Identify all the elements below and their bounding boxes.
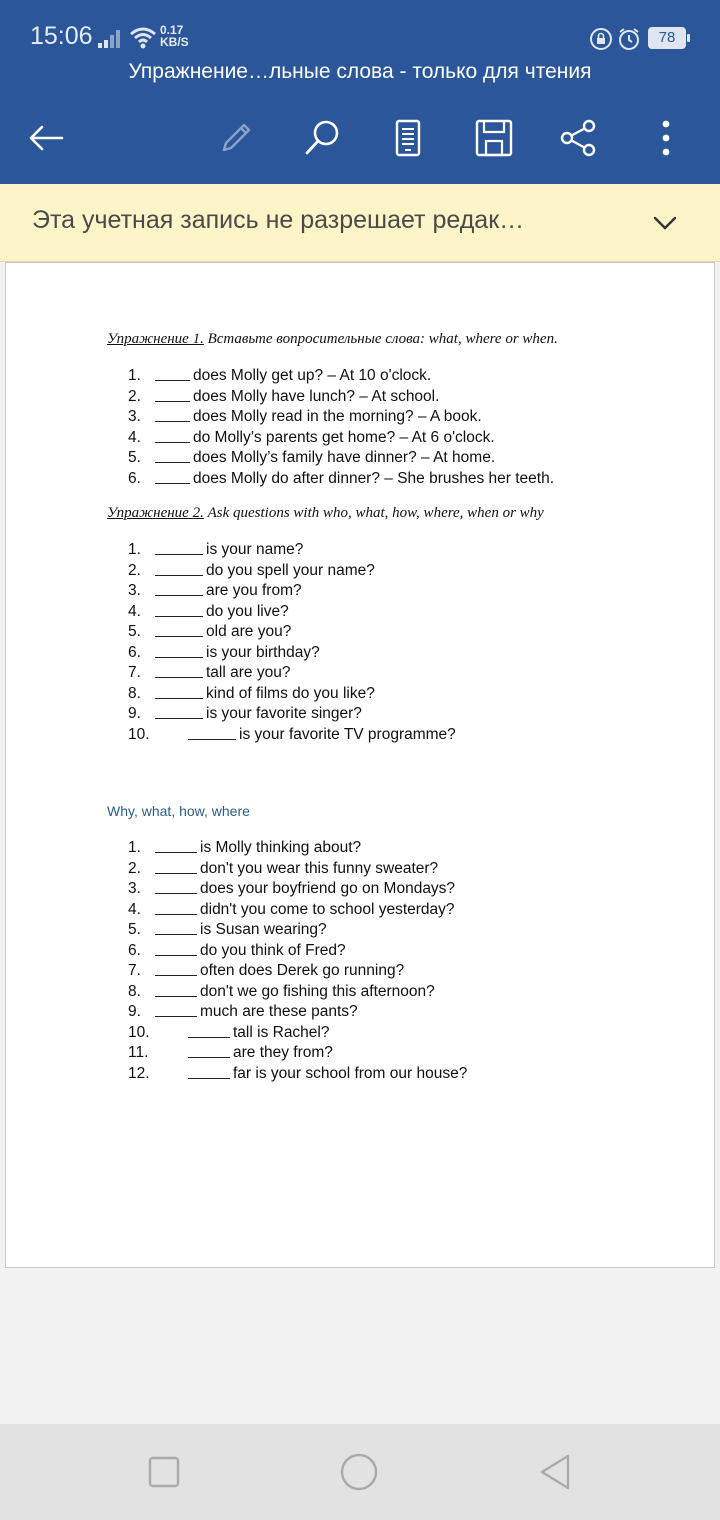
item-text: is your favorite TV programme? xyxy=(239,725,456,743)
item-number: 2. xyxy=(128,561,141,579)
item-text: is Susan wearing? xyxy=(200,921,327,938)
list-item xyxy=(128,428,554,449)
answer-blank xyxy=(155,562,203,576)
document-page[interactable] xyxy=(5,262,715,1268)
answer-blank xyxy=(155,623,203,637)
item-number: 3. xyxy=(128,582,141,599)
item-text: didn't you come to school yesterday? xyxy=(200,900,455,918)
item-number: 4. xyxy=(128,900,141,918)
list-item xyxy=(128,581,456,602)
net-speed xyxy=(160,24,189,48)
item-number: 6. xyxy=(128,941,141,959)
answer-blank xyxy=(155,901,197,915)
item-text: does Molly do after dinner? – She brushes her teeth. xyxy=(193,469,555,487)
item-text: is your name? xyxy=(206,541,304,558)
edit-button[interactable] xyxy=(212,114,260,162)
answer-blank xyxy=(155,541,203,555)
exercise2-title xyxy=(107,505,544,522)
item-text: tall is Rachel? xyxy=(233,1023,330,1041)
net-speed-unit: KB/S xyxy=(160,35,189,49)
back-arrow-icon xyxy=(26,118,66,158)
answer-blank xyxy=(155,705,203,719)
exercise3-list xyxy=(128,838,467,1084)
answer-blank xyxy=(155,429,190,443)
reading-mode-button[interactable] xyxy=(384,114,432,162)
list-item xyxy=(128,982,467,1003)
item-number: 5. xyxy=(128,623,141,640)
item-text: is your favorite singer? xyxy=(206,705,362,722)
answer-blank xyxy=(155,408,190,422)
exercise1-title xyxy=(107,331,558,348)
list-item xyxy=(128,1043,467,1064)
read-only-notice[interactable] xyxy=(0,184,720,262)
document-title: Упражнение…льные слова - только для чтения xyxy=(128,60,592,83)
list-item xyxy=(128,684,456,705)
item-text: does Molly get up? – At 10 o'clock. xyxy=(193,367,432,384)
answer-blank xyxy=(155,644,203,658)
item-text: does your boyfriend go on Mondays? xyxy=(200,880,456,897)
list-item xyxy=(128,1002,467,1023)
item-number: 5. xyxy=(128,449,141,466)
answer-blank xyxy=(155,388,190,402)
share-icon xyxy=(559,118,599,158)
item-text: do Molly’s parents get home? – At 6 o'clock. xyxy=(193,428,495,446)
list-item xyxy=(128,540,456,561)
answer-blank xyxy=(188,1024,230,1038)
item-text: old are you? xyxy=(206,623,292,640)
answer-blank xyxy=(155,921,197,935)
answer-blank xyxy=(188,726,236,740)
item-text: kind of films do you like? xyxy=(206,684,375,702)
notice-text: Эта учетная запись не разрешает редак… xyxy=(32,206,525,234)
item-number: 3. xyxy=(128,408,141,425)
item-text: are they from? xyxy=(233,1044,333,1061)
item-number: 11. xyxy=(128,1044,149,1061)
list-item xyxy=(128,448,554,469)
signal-icon xyxy=(98,30,122,48)
net-speed-value: 0.17 xyxy=(160,23,184,37)
item-text: do you live? xyxy=(206,602,289,620)
exercise3-title: Why, what, how, where xyxy=(107,803,250,819)
toolbar xyxy=(0,100,720,180)
answer-blank xyxy=(155,839,197,853)
save-icon xyxy=(474,118,514,158)
list-item xyxy=(128,469,554,490)
list-item xyxy=(128,387,554,408)
chevron-down-icon[interactable] xyxy=(650,208,680,238)
exercise1-title-label: Упражнение 1. xyxy=(107,331,204,347)
list-item xyxy=(128,643,456,664)
answer-blank xyxy=(155,449,190,463)
item-text: much are these pants? xyxy=(200,1003,358,1020)
item-number: 8. xyxy=(128,982,141,1000)
search-icon xyxy=(302,118,342,158)
answer-blank xyxy=(155,880,197,894)
item-text: far is your school from our house? xyxy=(233,1064,468,1082)
answer-blank xyxy=(155,367,190,381)
item-text: often does Derek go running? xyxy=(200,962,405,979)
list-item xyxy=(128,622,456,643)
status-time: 15:06 xyxy=(30,22,93,50)
search-button[interactable] xyxy=(298,114,346,162)
list-item xyxy=(128,725,456,746)
wifi-icon xyxy=(129,27,157,49)
list-item xyxy=(128,941,467,962)
item-number: 4. xyxy=(128,602,141,620)
item-number: 5. xyxy=(128,921,141,938)
item-number: 9. xyxy=(128,705,141,722)
item-text: does Molly have lunch? – At school. xyxy=(193,387,440,405)
item-number: 8. xyxy=(128,684,141,702)
exercise2-list xyxy=(128,540,456,745)
item-number: 1. xyxy=(128,367,141,384)
item-number: 9. xyxy=(128,1003,141,1020)
battery-indicator: 78 xyxy=(648,27,686,49)
item-number: 7. xyxy=(128,664,141,681)
list-item xyxy=(128,1064,467,1085)
list-item xyxy=(128,920,467,941)
item-number: 6. xyxy=(128,469,141,487)
list-item xyxy=(128,407,554,428)
item-text: don't we go fishing this afternoon? xyxy=(200,982,435,1000)
answer-blank xyxy=(155,860,197,874)
list-item xyxy=(128,1023,467,1044)
item-text: tall are you? xyxy=(206,664,291,681)
list-item xyxy=(128,704,456,725)
navigation-bar xyxy=(0,1424,720,1520)
status-bar xyxy=(0,0,720,60)
item-text: is Molly thinking about? xyxy=(200,839,362,856)
recent-apps-icon[interactable] xyxy=(144,1452,184,1492)
item-text: does Molly read in the morning? – A book. xyxy=(193,408,482,425)
item-text: are you from? xyxy=(206,582,302,599)
list-item xyxy=(128,859,467,880)
answer-blank xyxy=(188,1044,230,1058)
list-item xyxy=(128,961,467,982)
answer-blank xyxy=(155,664,203,678)
answer-blank xyxy=(188,1065,230,1079)
share-button[interactable] xyxy=(555,114,603,162)
app-header xyxy=(0,0,720,184)
list-item xyxy=(128,900,467,921)
list-item xyxy=(128,561,456,582)
item-number: 10. xyxy=(128,725,150,743)
save-button[interactable] xyxy=(470,114,518,162)
item-number: 1. xyxy=(128,839,141,856)
edit-pencil-icon xyxy=(216,118,256,158)
exercise2-title-text: Ask questions with who, what, how, where, when or why xyxy=(203,505,544,521)
answer-blank xyxy=(155,962,197,976)
item-number: 3. xyxy=(128,880,141,897)
item-number: 12. xyxy=(128,1064,150,1082)
rotation-lock-icon xyxy=(589,27,613,51)
back-button[interactable] xyxy=(22,114,70,162)
more-icon xyxy=(646,118,686,158)
item-number: 6. xyxy=(128,643,141,661)
item-number: 10. xyxy=(128,1023,150,1041)
exercise2-title-label: Упражнение 2. xyxy=(107,505,204,521)
item-number: 4. xyxy=(128,428,141,446)
list-item xyxy=(128,879,467,900)
item-number: 7. xyxy=(128,962,141,979)
home-icon[interactable] xyxy=(339,1452,379,1492)
more-options-button[interactable] xyxy=(642,114,690,162)
list-item xyxy=(128,663,456,684)
answer-blank xyxy=(155,603,203,617)
exercise1-title-text: Вставьте вопросительные слова: what, where or when. xyxy=(203,331,558,347)
item-text: is your birthday? xyxy=(206,643,320,661)
list-item xyxy=(128,602,456,623)
item-number: 2. xyxy=(128,387,141,405)
alarm-icon xyxy=(617,27,641,51)
answer-blank xyxy=(155,1003,197,1017)
list-item xyxy=(128,366,554,387)
reading-mode-icon xyxy=(388,118,428,158)
item-number: 2. xyxy=(128,859,141,877)
item-text: do you spell your name? xyxy=(206,561,375,579)
answer-blank xyxy=(155,942,197,956)
answer-blank xyxy=(155,685,203,699)
item-text: does Molly’s family have dinner? – At home. xyxy=(193,449,496,466)
item-text: don't you wear this funny sweater? xyxy=(200,859,439,877)
list-item xyxy=(128,838,467,859)
item-text: do you think of Fred? xyxy=(200,941,346,959)
answer-blank xyxy=(155,582,203,596)
exercise1-list xyxy=(128,366,554,489)
back-icon[interactable] xyxy=(535,1452,575,1492)
answer-blank xyxy=(155,983,197,997)
item-number: 1. xyxy=(128,541,141,558)
answer-blank xyxy=(155,470,190,484)
